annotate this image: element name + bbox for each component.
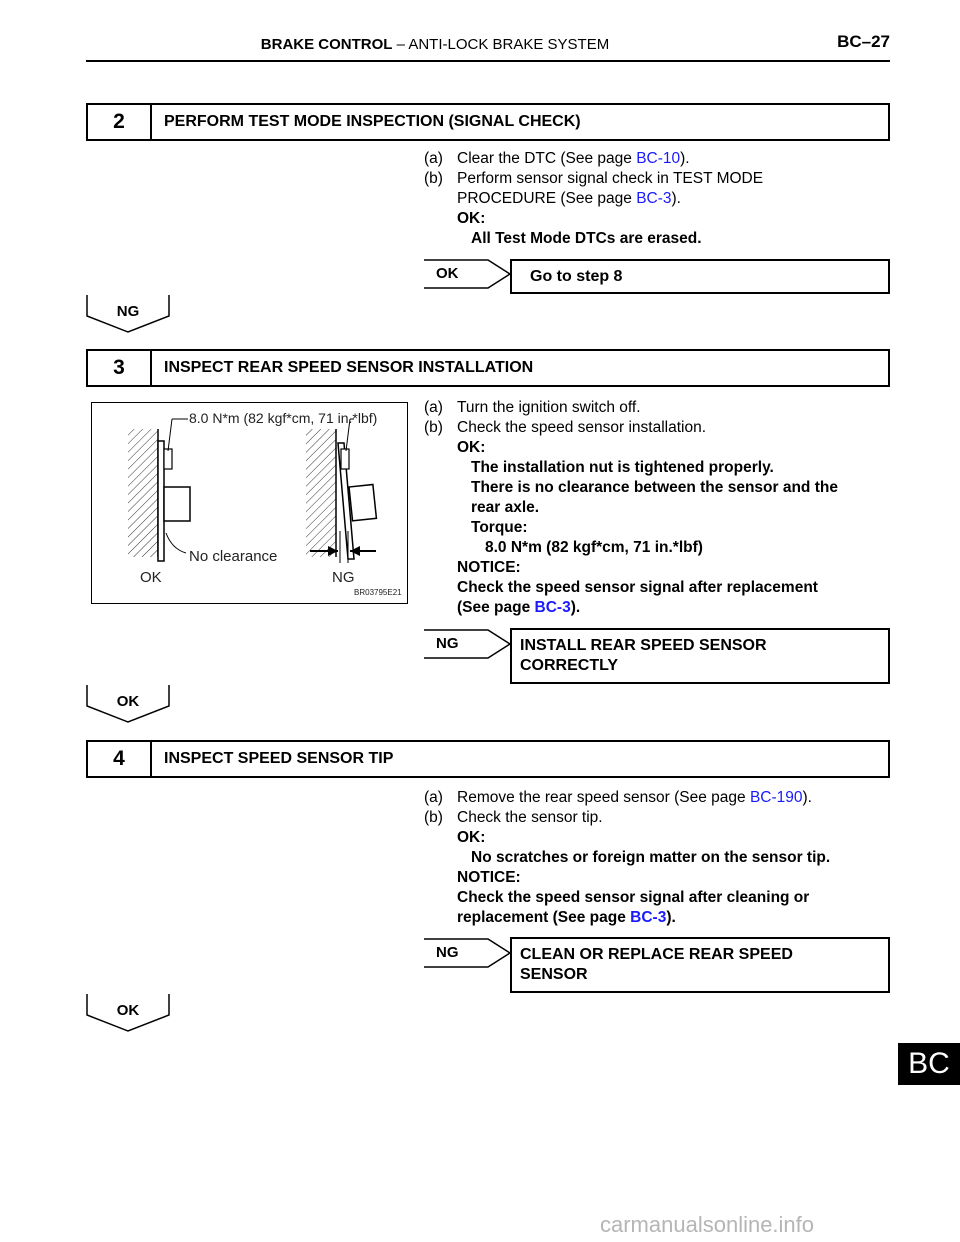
branch-ok-arrow: OK [422,258,512,290]
figure-id: BR03795E21 [354,588,402,597]
result-install-sensor: INSTALL REAR SPEED SENSOR CORRECTLY [510,628,890,684]
branch-ng-down-arrow: NG [86,294,170,334]
page-number: BC–27 [837,32,890,51]
step-4-instructions: (a) Remove the rear speed sensor (See page BC-190). (b) Check the sensor tip. OK: No scratches or foreign matter on the sensor tip. NOTICE: Check the speed sensor signal after cleaning or replacement (See page BC-3). [424,789,831,926]
section-tab: BC [898,1043,960,1085]
figure-clearance-label: No clearance [189,548,278,565]
page-link[interactable]: BC-3 [534,599,571,616]
header-divider [86,60,890,62]
step-2-instructions: (a) Clear the DTC (See page BC-10). (b) Perform sensor signal check in TEST MODE PROCEDURE (See page BC-3). OK: All Test Mode DTCs are erased. [424,150,764,247]
step-3-header [86,349,890,387]
page-header-title: BRAKE CONTROL – ANTI-LOCK BRAKE SYSTEM [260,36,610,53]
branch-ok-down-arrow: OK [86,993,170,1033]
figure-torque-label: 8.0 N*m (82 kgf*cm, 71 in.*lbf) [189,410,378,426]
branch-ok-down-arrow: OK [86,684,170,724]
result-go-to-step-8: Go to step 8 [510,259,890,294]
branch-ng-arrow: NG [422,628,512,660]
page-link[interactable]: BC-3 [636,190,672,207]
step-2-header [86,103,890,141]
step-number: 3 [88,351,152,385]
sensor-installation-figure [91,402,408,604]
result-clean-or-replace: CLEAN OR REPLACE REAR SPEED SENSOR [510,937,890,993]
step-title: PERFORM TEST MODE INSPECTION (SIGNAL CHECK) [164,113,581,130]
step-3-instructions: (a) Turn the ignition switch off. (b) Check the speed sensor installation. OK: The installation nut is tightened properly. There is no clearance between the sensor and the rear axle. Torque: 8.0 N*m (82 kgf*cm, 71 in.*lbf) NOTICE: Check the speed sensor signal after replacement (See page BC-3). [424,399,838,616]
page-link[interactable]: BC-190 [749,789,803,806]
step-number: 2 [88,105,152,139]
figure-ng-label: NG [332,569,355,586]
step-title: INSPECT SPEED SENSOR TIP [164,750,394,767]
watermark: carmanualsonline.info [600,1212,815,1237]
figure-ok-label: OK [140,569,162,586]
page-link[interactable]: BC-10 [636,150,681,167]
step-4-header [86,740,890,778]
step-number: 4 [88,742,152,776]
step-title: INSPECT REAR SPEED SENSOR INSTALLATION [164,359,534,376]
page-link[interactable]: BC-3 [630,909,667,926]
branch-ng-arrow: NG [422,937,512,969]
